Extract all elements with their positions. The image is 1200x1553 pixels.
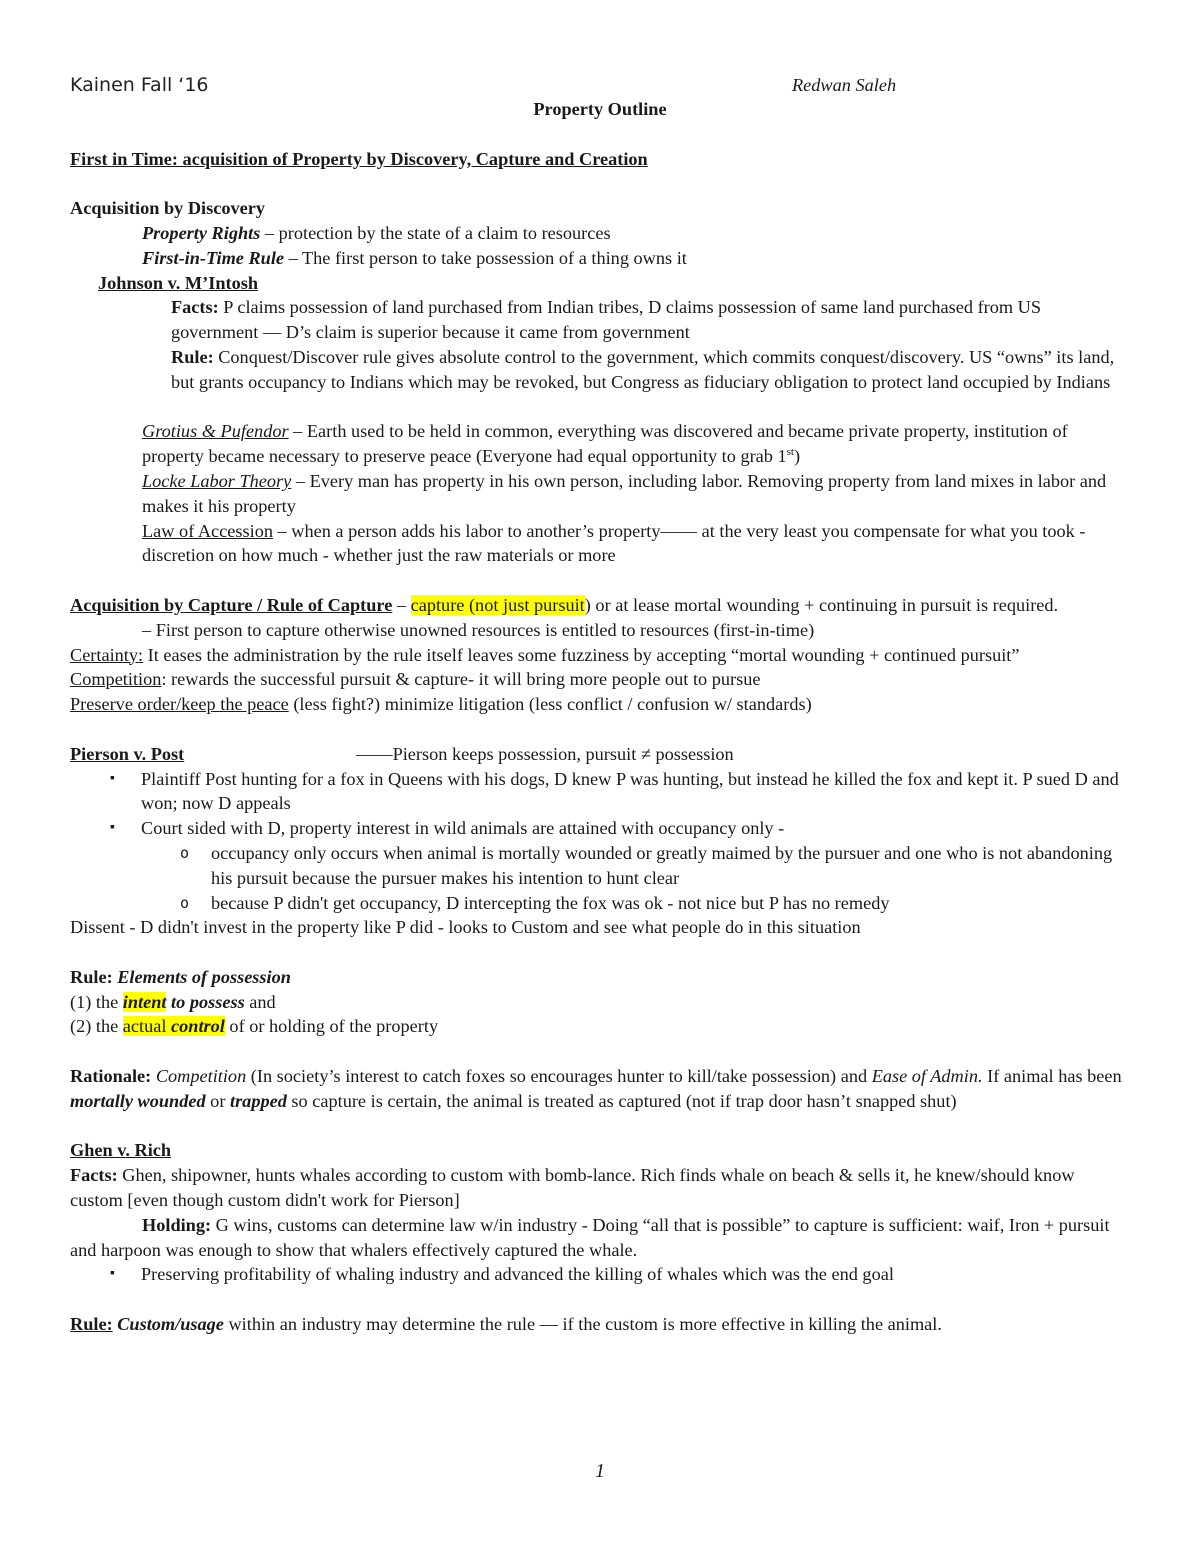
pierson-heading-line: Pierson v. Post ——Pierson keeps possession, pursuit ≠ possession bbox=[70, 742, 1130, 767]
list-item: ▪ Preserving profitability of whaling industry and advanced the killing of whales which was the end goal bbox=[70, 1262, 1130, 1287]
highlight-capture: capture (not just pursuit bbox=[410, 594, 585, 615]
capture-paragraph: Acquisition by Capture / Rule of Capture – capture (not just pursuit) or at lease mortal wounding + continuing in pursuit is required. bbox=[70, 594, 1059, 615]
element-control: (2) the actual control of or holding of the property bbox=[70, 1016, 439, 1037]
first-in-time-line: First-in-Time Rule – The first person to take possession of a thing owns it bbox=[142, 247, 687, 268]
preserve-order-line: Preserve order/keep the peace (less fight?) minimize litigation (less conflict / confusion w/ standards) bbox=[70, 694, 812, 715]
highlight-control: control bbox=[171, 1016, 225, 1037]
page-number: 1 bbox=[595, 1460, 605, 1482]
ghen-holding: Holding: G wins, customs can determine law w/in industry - Doing “all that is possible” to capture is sufficient: waif, Iron + pursuit and harpoon was enough to show that whalers effectively captured the whale. bbox=[70, 1214, 1110, 1260]
highlight-actual: actual bbox=[122, 1016, 172, 1037]
discovery-heading: Acquisition by Discovery bbox=[70, 198, 266, 219]
list-item: o occupancy only occurs when animal is mortally wounded or greatly maimed by the pursuer and one who is not abandoning his pursuit because the pursuer makes his intention to hunt clear bbox=[70, 841, 1130, 891]
grotius-paragraph: Grotius & Pufendor – Earth used to be held in common, everything was discovered and became private property, institution of property became necessary to preserve peace (Everyone had equal opportunity to grab 1st) bbox=[142, 421, 1068, 467]
johnson-facts: Facts: P claims possession of land purchased from Indian tribes, D claims possession of same land purchased from US government — D’s claim is superior because it came from government bbox=[171, 297, 1042, 343]
author-name: Redwan Saleh bbox=[792, 75, 897, 95]
dissent-line: Dissent - D didn't invest in the property like P did - looks to Custom and see what people do in this situation bbox=[70, 917, 861, 938]
ghen-facts: Facts: Ghen, shipowner, hunts whales according to custom with bomb-lance. Rich finds whale on beach & sells it, he knew/should know custom [even though custom didn't work for Pierson] bbox=[70, 1165, 1075, 1211]
pierson-bullets bbox=[70, 767, 1130, 841]
list-item: ▪ Plaintiff Post hunting for a fox in Queens with his dogs, D knew P was hunting, but instead he killed the fox and kept it. P sued D and won; now D appeals bbox=[70, 767, 1130, 817]
competition-line: Competition: rewards the successful pursuit & capture- it will bring more people out to pursue bbox=[70, 669, 761, 690]
locke-paragraph: Locke Labor Theory – Every man has property in his own person, including labor. Removing property from land mixes in labor and makes it his property bbox=[142, 470, 1107, 516]
course-label: Kainen Fall ‘16 bbox=[70, 74, 209, 96]
elements-heading: Rule: Elements of possession bbox=[70, 966, 291, 987]
case-title-ghen: Ghen v. Rich bbox=[70, 1140, 172, 1161]
section-heading: First in Time: acquisition of Property by Discovery, Capture and Creation bbox=[70, 148, 648, 169]
accession-paragraph: Law of Accession – when a person adds his labor to another’s property—— at the very least you compensate for what you took - discretion on how much - whether just the raw materials or more bbox=[142, 520, 1086, 566]
element-intent: (1) the intent to possess and bbox=[70, 991, 276, 1012]
ghen-bullets bbox=[70, 1262, 1130, 1287]
document-title: Property Outline bbox=[533, 99, 667, 119]
case-title-pierson: Pierson v. Post bbox=[70, 743, 185, 764]
highlight-intent: intent bbox=[122, 991, 167, 1012]
johnson-rule: Rule: Conquest/Discover rule gives absolute control to the government, which commits conquest/discovery. US “owns” its land, but grants occupancy to Indians which may be revoked, but Congress as fiduciary obligation to protect land occupied by Indians bbox=[171, 346, 1115, 392]
rationale-paragraph: Rationale: Competition (In society’s interest to catch foxes so encourages hunter to kill/take possession) and Ease of Admin. If animal has been mortally wounded or trapped so capture is certain, the animal is treated as captured (not if trap door hasn’t snapped shut) bbox=[70, 1066, 1122, 1111]
certainty-line: Certainty: It eases the administration by the rule itself leaves some fuzziness by accepting “mortal wounding + continued pursuit” bbox=[70, 644, 1020, 665]
case-title-johnson: Johnson v. M’Intosh bbox=[98, 272, 259, 293]
property-rights-line: Property Rights – protection by the state of a claim to resources bbox=[142, 222, 611, 243]
first-person-line: – First person to capture otherwise unowned resources is entitled to resources (first-in-time) bbox=[142, 619, 815, 640]
list-item: o because P didn't get occupancy, D intercepting the fox was ok - not nice but P has no remedy bbox=[70, 891, 1130, 916]
page-header bbox=[70, 71, 1130, 97]
pierson-sub-bullets bbox=[70, 841, 1130, 915]
list-item: ▪ Court sided with D, property interest in wild animals are attained with occupancy only - bbox=[70, 816, 1130, 841]
custom-rule-line: Rule: Custom/usage within an industry may determine the rule — if the custom is more effective in killing the animal. bbox=[70, 1314, 942, 1335]
